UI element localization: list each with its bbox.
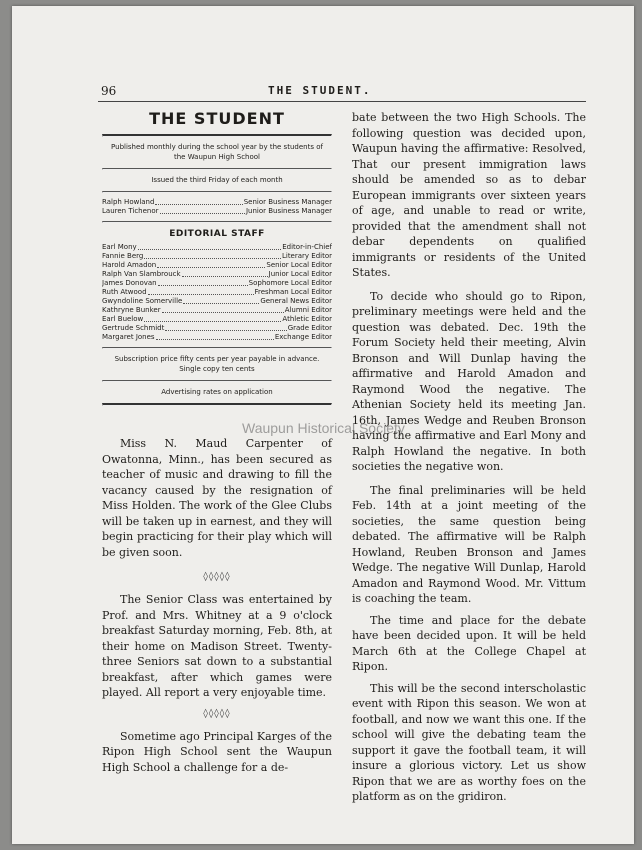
staff-line (102, 207, 332, 216)
staff-role: Editor-in-Chief (282, 243, 332, 251)
staff-role: Sophomore Local Editor (248, 279, 332, 287)
staff-role: Senior Local Editor (266, 261, 332, 269)
leader-dots (157, 261, 265, 268)
staff-name: Margaret Jones (102, 333, 155, 341)
right-column-articles (352, 110, 586, 805)
staff-name: Kathryne Bunker (102, 306, 161, 314)
staff-name: Earl Buelow (102, 315, 144, 323)
article-challenge-continued: bate between the two High Schools. The following question was decided upon, Waupun having the affirmative: Resolved, That our present immigration laws should be amended so as to debar European immigrants over sixteen years of age, and unable to read or write, provided that the amendment shall not debar dependents on qualified immigrants or residents of the United States. (352, 111, 586, 279)
staff-role: Junior Business Manager (245, 207, 332, 215)
leader-dots (144, 315, 281, 322)
staff-name: Harold Amadon (102, 261, 157, 269)
article-second-event: This will be the second interscholastic event with Ripon this season. We won at football, and now we want this one. If the school will give the debating team the support it gave the football team, it will insure a glorious victory. Let us show Ripon that we are as worthy foes on the platform as on the gridiron. (352, 681, 586, 803)
editorial-staff-list (102, 243, 332, 347)
issued-note: Issued the third Friday of each month (151, 176, 283, 184)
article-senior-class: The Senior Class was entertained by Prof. and Mrs. Whitney at a 9 o'clock breakfast Saturday morning, Feb. 8th, at their home on Madison Street. Twenty-three Seniors sat down to a substantial breakfast, after which games were played. All report a very enjoyable time. (102, 593, 332, 699)
leader-dots (160, 207, 245, 214)
staff-role: Literary Editor (281, 252, 332, 260)
staff-line (102, 288, 332, 297)
newspaper-page (12, 6, 634, 844)
left-column-articles (102, 436, 332, 775)
ornament-divider: ◊◊◊◊◊ (203, 708, 231, 719)
staff-role: Senior Business Manager (243, 198, 332, 206)
staff-line (102, 279, 332, 288)
staff-role: Grade Editor (287, 324, 332, 332)
header-rule (98, 101, 586, 102)
staff-role: Junior Local Editor (268, 270, 332, 278)
ornament-divider: ◊◊◊◊◊ (203, 572, 231, 582)
staff-line (102, 243, 332, 252)
staff-name: Ralph Howland (102, 198, 155, 206)
leader-dots (165, 324, 286, 331)
staff-line (102, 297, 332, 306)
leader-dots (138, 243, 282, 250)
staff-role: Freshman Local Editor (254, 288, 332, 296)
article-time-place: The time and place for the debate have been decided upon. It will be held March 6th at the College Chapel at Ripon. (352, 613, 586, 673)
staff-line (102, 306, 332, 315)
staff-role: Athletic Editor (282, 315, 332, 323)
article-carpenter: Miss N. Maud Carpenter of Owatonna, Minn., has been secured as teacher of music and drawing to fill the vacancy caused by the resignation of Miss Holden. The work of the Glee Clubs will be taken up in earnest, and they will begin practicing for their play which will be given soon. (102, 437, 332, 559)
staff-name: Ruth Atwood (102, 288, 147, 296)
staff-line (102, 198, 332, 207)
staff-role: Alumni Editor (284, 306, 332, 314)
staff-line (102, 315, 332, 324)
staff-name: James Donovan (102, 279, 157, 287)
staff-name: Gertrude Schmidt (102, 324, 165, 332)
published-note: Published monthly during the school year by the students of the Waupun High School (111, 143, 323, 161)
staff-line (102, 270, 332, 279)
leader-dots (148, 288, 254, 295)
leader-dots (183, 297, 259, 304)
article-preliminaries: To decide who should go to Ripon, preliminary meetings were held and the question was debated. Dec. 19th the Forum Society held their meeting, Alvin Bronson and Will Dunlap having the affirmative and Harold Amadon and Raymond Wood the negative. The Athenian Society held its meeting Jan. 16th, James Wedge and Reuben Bronson having the affirmative and Earl Mony and Ralph Howland the negative. In both societies the negative won. (352, 289, 586, 473)
staff-line (102, 324, 332, 333)
editorial-staff-heading: EDITORIAL STAFF (169, 229, 265, 239)
leader-dots (162, 306, 284, 313)
divider (102, 403, 332, 406)
leader-dots (155, 198, 242, 205)
running-head: THE STUDENT. (268, 84, 372, 97)
masthead-title: THE STUDENT (149, 109, 285, 128)
article-challenge-start: Sometime ago Principal Karges of the Ripon High School sent the Waupun High School a challenge for a de- (102, 729, 332, 774)
leader-dots (144, 252, 281, 259)
staff-line (102, 261, 332, 270)
advertising-note: Advertising rates on application (161, 388, 273, 396)
staff-role: Exchange Editor (274, 333, 332, 341)
leader-dots (182, 270, 268, 277)
watermark: Waupun Historical Society (242, 420, 405, 436)
staff-name: Lauren Tichenor (102, 207, 159, 215)
staff-name: Gwyndoline Somerville (102, 297, 183, 305)
staff-role: General News Editor (260, 297, 332, 305)
staff-line (102, 333, 332, 342)
business-managers (102, 193, 332, 221)
staff-name: Fannie Berg (102, 252, 144, 260)
subscription-note: Subscription price fifty cents per year payable in advance. Single copy ten cents (114, 355, 320, 373)
staff-name: Ralph Van Slambrouck (102, 270, 181, 278)
staff-line (102, 252, 332, 261)
leader-dots (156, 333, 274, 340)
leader-dots (158, 279, 248, 286)
staff-name: Earl Mony (102, 243, 137, 251)
masthead (102, 104, 332, 406)
page-number: 96 (101, 84, 117, 98)
article-final-preliminaries: The final preliminaries will be held Feb. 14th at a joint meeting of the societies, the same question being debated. The affirmative will be Ralph Howland, Reuben Bronson and James Wedge. The negative Will Dunlap, Harold Amadon and Raymond Wood. Mr. Vittum is coaching the team. (352, 483, 586, 605)
